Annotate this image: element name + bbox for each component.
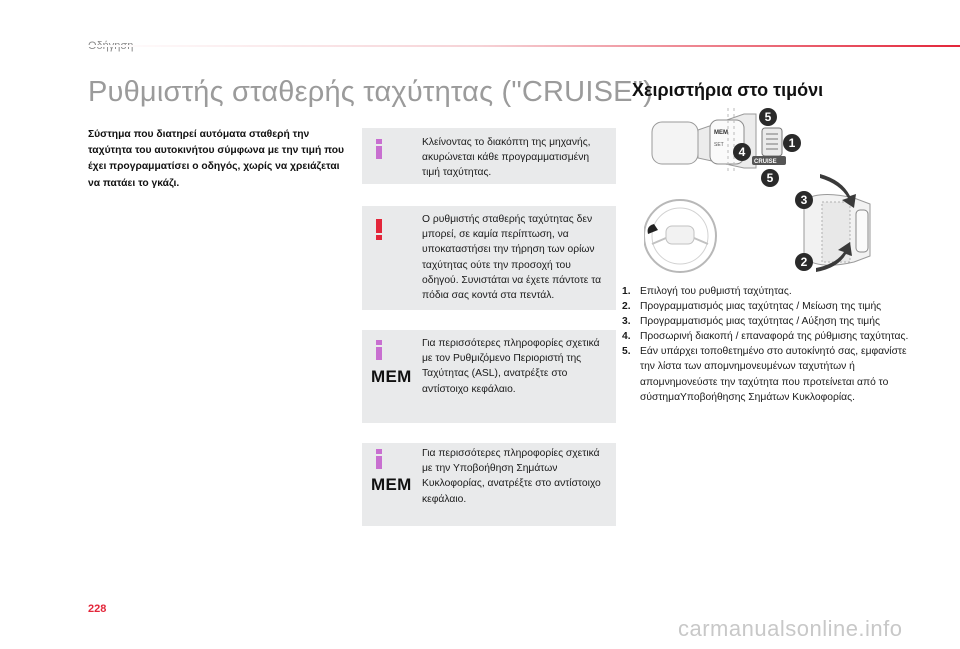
- svg-text:3: 3: [800, 193, 808, 207]
- svg-text:5: 5: [766, 171, 774, 185]
- callout-1: [783, 134, 801, 152]
- intro-text: Σύστημα που διατηρεί αυτόματα σταθερή την ταχύτητα του αυτοκινήτου σύμφωνα με την τιμή που έχει προγραμματίσει ο οδηγός, χωρίς να χρειάζεται να πατάει το γκάζι.: [88, 129, 345, 189]
- callout-5-bottom: [761, 169, 779, 187]
- mem-label: MEM: [371, 475, 412, 494]
- info-box-asl: [362, 330, 616, 423]
- watermark: carmanualsonline.info: [678, 616, 903, 641]
- stalk-label-cruise: CRUISE: [754, 159, 777, 165]
- controls-title: Χειριστήρια στο τιμόνι: [632, 80, 824, 100]
- stalk-side-view: [804, 174, 870, 272]
- svg-text:1: 1: [788, 136, 796, 150]
- callout-2: [795, 253, 813, 271]
- warning-box: [362, 206, 616, 310]
- info-icon: [374, 340, 384, 360]
- info-icon: [374, 449, 384, 469]
- page-title: Ρυθμιστής σταθερής ταχύτητας ("CRUISE"): [88, 76, 654, 108]
- legend-item: 2. Προγραμματισμός μιας ταχύτητας / Μείωση της τιμής: [622, 301, 882, 313]
- legend-item: 3. Προγραμματισμός μιας ταχύτητας / Αύξηση της τιμής: [622, 316, 880, 328]
- callout-4: [733, 143, 751, 161]
- info-icon: [374, 139, 384, 159]
- info-box-text: Για περισσότερες πληροφορίες σχετικά με την Υποβοήθηση Σημάτων Κυκλοφορίας, ανατρέξτε στο αντίστοιχο κεφάλαιο.: [422, 448, 601, 505]
- header-divider: [88, 45, 960, 47]
- page-number: 228: [88, 603, 107, 615]
- info-box-text: Για περισσότερες πληροφορίες σχετικά με τον Ρυθμιζόμενο Περιοριστή της Ταχύτητας (ASL), ανατρέξτε στο αντίστοιχο κεφάλαιο.: [422, 338, 600, 395]
- steering-controls-figure: [644, 106, 884, 278]
- callout-5-top: [759, 108, 777, 126]
- svg-text:5: 5: [764, 110, 772, 124]
- stalk-label-set: SET: [714, 142, 724, 148]
- legend-item: 5. Εάν υπάρχει τοποθετημένο στο αυτοκίνητό σας, εμφανίστε την λίστα των απομνημονευμένων ταχυτήτων ή απομνημονεύστε την ταχύτητα που προτείνεται από το σύστημαΥποβοήθησης Σημάτων Κυκλοφορίας.: [622, 346, 907, 403]
- controls-legend: [622, 284, 912, 405]
- warning-box-text: Ο ρυθμιστής σταθερής ταχύτητας δεν μπορεί, σε καμία περίπτωση, να υποκαταστήσει την τήρηση των ορίων ταχύτητας ούτε την προσοχή του οδηγού. Συνιστάται να έχετε πάντοτε τα πόδια σας κοντά στα πεντάλ.: [422, 214, 602, 302]
- mem-label: MEM: [371, 367, 412, 386]
- callout-3: [795, 191, 813, 209]
- legend-item: 1. Επιλογή του ρυθμιστή ταχύτητας.: [622, 286, 792, 297]
- info-box-ignition: [362, 128, 616, 184]
- svg-text:2: 2: [800, 255, 808, 269]
- steering-wheel-illustration: [644, 200, 716, 272]
- svg-text:4: 4: [738, 145, 746, 159]
- warning-icon: [376, 219, 382, 241]
- info-box-traffic-signs: [362, 443, 616, 526]
- stalk-label-mem: MEM: [714, 130, 728, 136]
- info-box-text: Κλείνοντας το διακόπτη της μηχανής, ακυρώνεται κάθε προγραμματισμένη τιμή ταχύτητας.: [422, 137, 591, 179]
- legend-item: 4. Προσωρινή διακοπή / επαναφορά της ρύθμισης ταχύτητας.: [622, 331, 909, 343]
